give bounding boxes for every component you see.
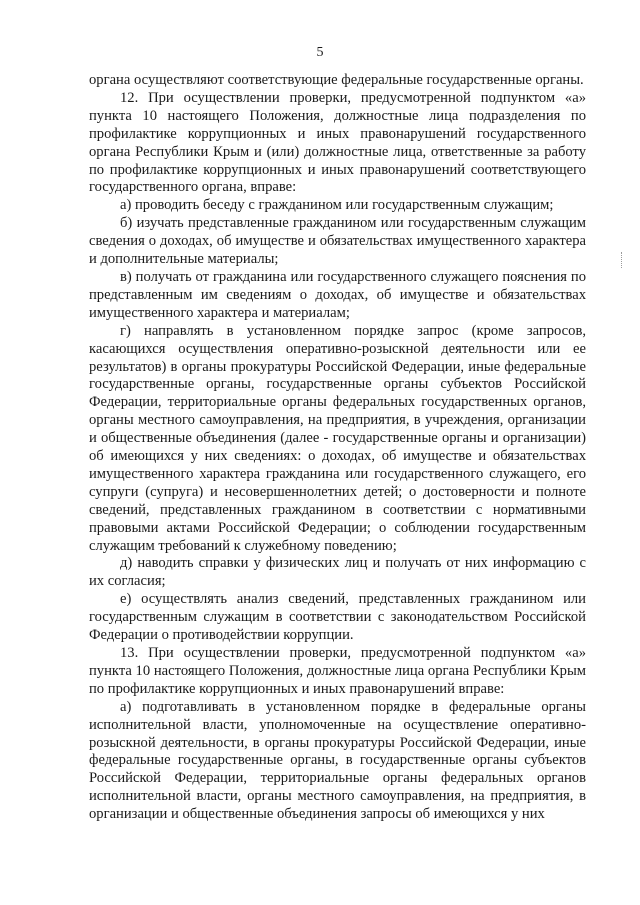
paragraph-clause-12-v: в) получать от гражданина или государственного служащего пояснения по представленным им сведениям о доходах, об имуществе и обязательствах имущественного характера и материалам;: [89, 268, 586, 321]
paragraph-clause-12-a: а) проводить беседу с гражданином или государственным служащим;: [120, 197, 554, 214]
paragraph-clause-12: 12. При осуществлении проверки, предусмотренной подпунктом «а» пункта 10 настоящего Положения, должностные лица подразделения по профилактике коррупционных и иных правонарушений государственного органа Республики Крым и (или) должностные лица, ответственные за работу по профилактике коррупционных и иных правонарушений соответствующего государственного органа, вправе:: [89, 89, 586, 196]
paragraph-continuation: органа осуществляют соответствующие федеральные государственные органы.: [89, 72, 584, 88]
paragraph-clause-12-b: б) изучать представленные гражданином или государственным служащим сведения о доходах, об имуществе и обязательствах имущественного характера и дополнительные материалы;: [89, 215, 586, 268]
margin-scan-mark: [621, 252, 623, 268]
document-body: [89, 72, 586, 824]
paragraph-clause-13: 13. При осуществлении проверки, предусмотренной подпунктом «а» пункта 10 настоящего Положения, должностные лица органа Республики Крым по профилактике коррупционных и иных правонарушений вправе:: [89, 645, 586, 697]
page-number: 5: [316, 45, 324, 60]
paragraph-clause-12-g: г) направлять в установленном порядке запрос (кроме запросов, касающихся осуществления оперативно-розыскной деятельности или ее результатов) в органы прокуратуры Российской Федерации, иные федеральные государственные органы, государственные органы субъектов Российской Федерации, территориальные органы федеральных государственных органов, органы местного самоуправления, на предприятия, в учреждения, организации и общественные объединения (далее - государственные органы и организации) об имеющихся у них сведениях: о доходах, об имуществе и обязательствах имущественного характера гражданина или государственного служащего, его супруги (супруга) и несовершеннолетних детей; о достоверности и полноте сведений, представленных гражданином в соответствии с нормативными правовыми актами Российской Федерации; о соблюдении государственным служащим требований к служебному поведению;: [89, 322, 586, 554]
paragraph-clause-13-a: а) подготавливать в установленном порядке в федеральные органы исполнительной власти, уполномоченные на осуществление оперативно-розыскной деятельности, в органы прокуратуры Российской Федерации, иные федеральные государственные органы, в государственные органы субъектов Российской Федерации, территориальные органы федеральных органов исполнительной власти, органы местного самоуправления, на предприятия, в организации и общественные объединения запросы об имеющихся у них: [89, 698, 586, 823]
paragraph-clause-12-e: е) осуществлять анализ сведений, представленных гражданином или государственным служащим в соответствии с законодательством Российской Федерации о противодействии коррупции.: [89, 591, 586, 644]
paragraph-clause-12-d: д) наводить справки у физических лиц и получать от них информацию с их согласия;: [89, 555, 586, 590]
